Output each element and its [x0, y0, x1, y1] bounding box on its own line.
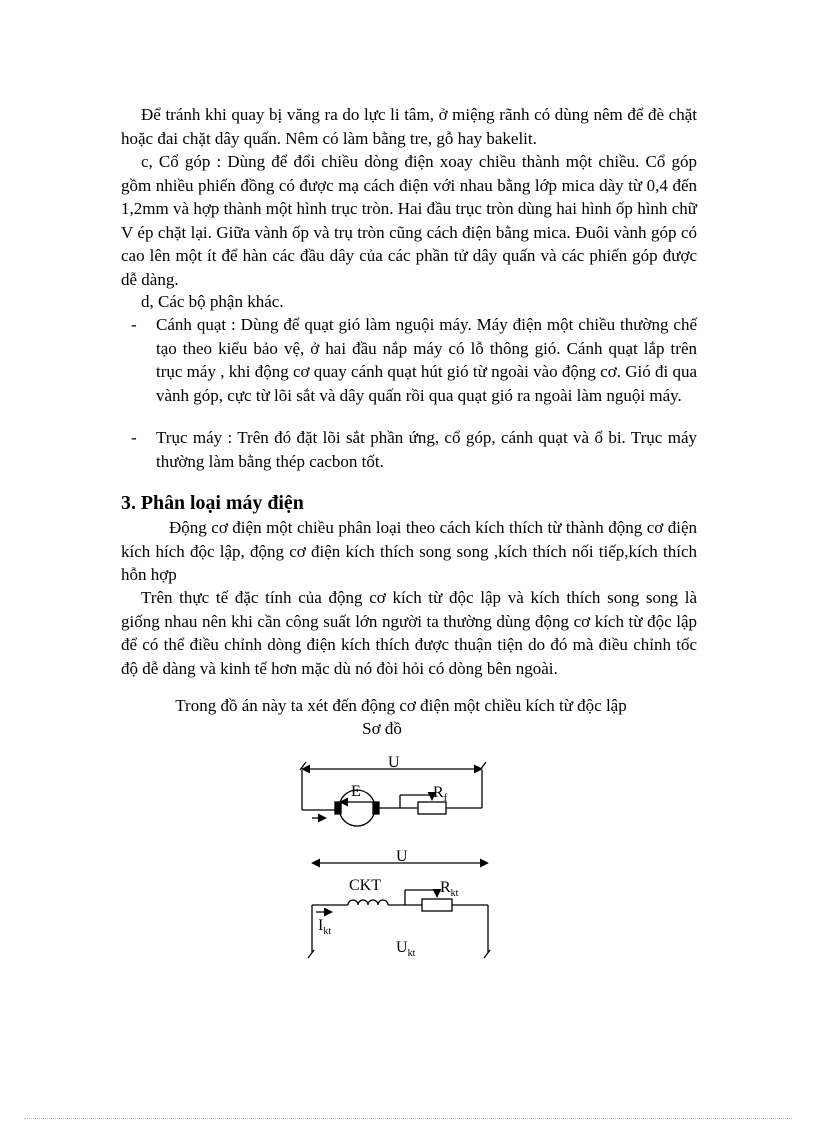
- paragraph-wedge: Để tránh khi quay bị văng ra do lực li tâm, ở miệng rãnh có dùng nêm để đè chặt hoặc đai chặt dây quấn. Nêm có làm bằng tre, gỗ hay bakelit.: [121, 105, 697, 148]
- armature-labels: [351, 754, 448, 804]
- paragraph-characteristics: Trên thực tế đặc tính của động cơ kích từ độc lập và kích thích song song là giống nhau nên khi cần công suất lớn người ta thường dùng động cơ kích từ độc lập để có thể điều chỉnh dòng điện kích thích được thuận tiện do đó mà điều chỉnh tốc độ dễ dàng và kinh tế hơn mặc dù nó đòi hỏi có dòng bên ngoài.: [121, 588, 697, 678]
- label-ikt: [318, 917, 331, 937]
- brush-right: [373, 802, 379, 814]
- label-ckt: CKT: [349, 877, 381, 894]
- label-ikt-main: I: [318, 917, 324, 934]
- label-rkt-main: R: [440, 879, 451, 896]
- resistor-rf: [418, 802, 446, 814]
- bullet-marker: -: [131, 428, 137, 447]
- label-u-top: U: [388, 754, 400, 771]
- paragraph-commutator: c, Cổ góp : Dùng để đổi chiều dòng điện xoay chiều thành một chiều. Cổ góp gồm nhiều phiến đồng có được mạ cách điện với nhau bằng lớp mica dày từ 0,4 đến 1,2mm và hợp thành một hình trục tròn. Hai đầu trục tròn dùng hai hình ốp hình chữ V ép chặt lại. Giữa vành ốp và trụ tròn cũng cách điện bằng mica. Đuôi vành góp có cao lên một ít để hàn các đầu dây của các phần tử dây quấn và các phiến góp được dễ dàng.: [121, 152, 697, 289]
- label-rkt: [440, 879, 459, 899]
- label-rf-sub: f: [443, 792, 448, 804]
- bullet-marker: -: [131, 315, 137, 334]
- label-e: E: [351, 783, 361, 800]
- paragraph-other-parts: d, Các bộ phận khác.: [141, 292, 284, 311]
- label-ukt-main: U: [396, 939, 408, 956]
- paragraph-project-scope: Trong đồ án này ta xét đến động cơ điện một chiều kích từ độc lập: [175, 696, 627, 715]
- label-ukt: [396, 939, 416, 959]
- label-rf-main: R: [433, 784, 444, 801]
- section-heading: 3. Phân loại máy điện: [121, 492, 304, 514]
- resistor-rkt: [422, 899, 452, 911]
- label-rkt-sub: kt: [450, 888, 459, 899]
- diagram-caption: Sơ đồ: [362, 719, 402, 738]
- bullet-text: Cánh quạt : Dùng để quạt gió làm nguội máy. Máy điện một chiều thường chế tạo theo kiểu bảo vệ, ở hai đầu nắp máy có lỗ thông gió. Cánh quạt lắp trên trục máy , khi động cơ quay cánh quạt hút gió từ ngoài vào động cơ. Gió đi qua vành góp, cực từ lõi sắt và dây quấn rồi qua quạt gió ra ngoài làm nguội máy.: [156, 315, 697, 405]
- field-coil-ckt: [348, 900, 388, 905]
- brush-left: [335, 802, 341, 814]
- bullet-text: Trục máy : Trên đó đặt lõi sắt phần ứng, cổ góp, cánh quạt và ổ bi. Trục máy thường làm bằng thép cacbon tốt.: [156, 428, 697, 471]
- paragraph-classification: Động cơ điện một chiều phân loại theo cách kích thích từ thành động cơ điện kích hích độc lập, động cơ điện kích thích song song ,kích thích nối tiếp,kích thích hỗn hợp: [121, 518, 697, 584]
- label-rf: [433, 784, 448, 804]
- label-ukt-sub: kt: [407, 948, 416, 959]
- armature-circuit: [300, 762, 486, 826]
- terminal-left-bottom: [308, 950, 314, 958]
- label-u-field: U: [396, 848, 408, 865]
- page-bottom-rule: [24, 1118, 792, 1119]
- terminal-right-bottom: [484, 950, 490, 958]
- label-ikt-sub: kt: [323, 926, 332, 937]
